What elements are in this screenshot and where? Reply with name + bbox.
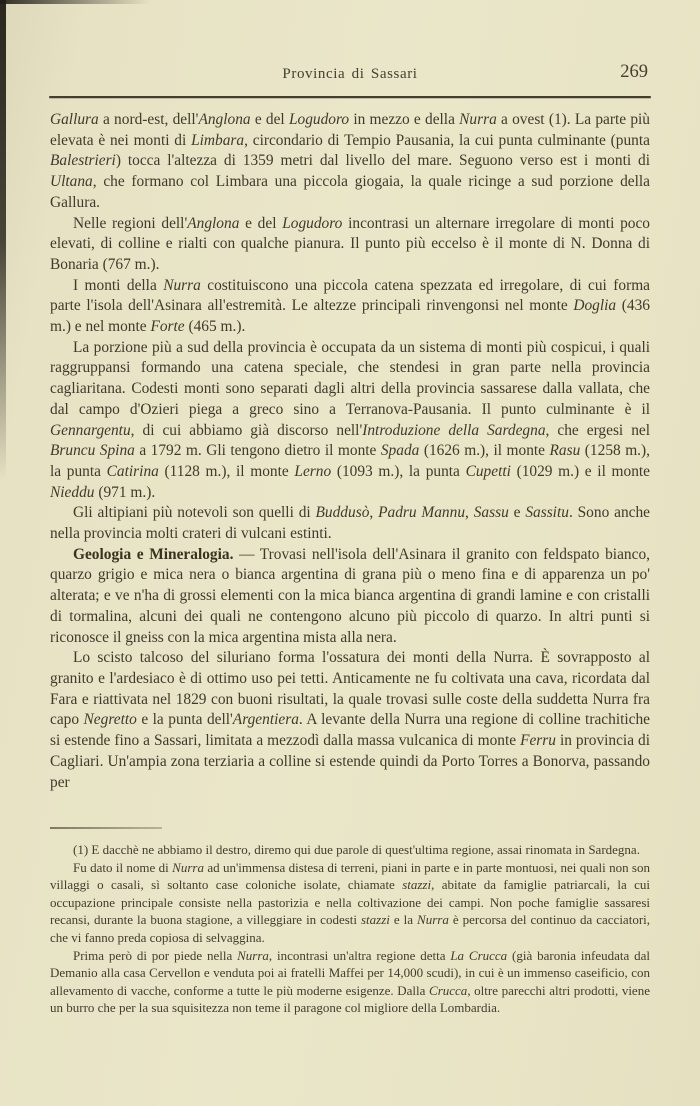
text-segment: (436 m.) e nel monte [50, 297, 651, 336]
italic-text: Introduzione della Sardegna [362, 421, 546, 439]
italic-text: Spada [380, 442, 420, 460]
text-segment: Fu dato il nome di [73, 859, 173, 875]
running-head [50, 62, 650, 90]
text-segment: (465 m.). [184, 318, 246, 336]
paragraph [50, 648, 650, 793]
scan-edge-left [0, 0, 6, 480]
italic-text: Catirina [106, 462, 159, 480]
italic-text: Nurra [172, 859, 204, 875]
italic-text: Bruncu Spina [50, 442, 135, 460]
text-segment: (1029 m.) e il monte [510, 462, 651, 480]
italic-text: Nurra [417, 912, 449, 928]
italic-text: Sassu [473, 504, 509, 522]
italic-text: Anglona [187, 214, 240, 232]
paragraph [50, 214, 650, 276]
text-segment: , [369, 504, 379, 522]
text-segment: incontrasi un alternare irregolare di monti poco elevati, di colline e rialti con qualche pianura. Il punto più eccelso è il monte di N. Donna di Bonaria (767 m.). [50, 214, 650, 273]
text-segment: . A levante della Nurra una regione di colline trachitiche si estende fino a Sassari, limitata a mezzodì dalla massa vulcanica di monte [50, 711, 650, 750]
text-segment: , che ergesi nel [545, 421, 651, 439]
text-segment: I monti della [73, 276, 164, 294]
body-text [50, 110, 650, 793]
text-segment: è percorsa del continuo da cacciatori, che vi fanno preda copiosa di selvaggina. [50, 912, 651, 945]
italic-text: Anglona [198, 111, 251, 128]
paragraph [50, 276, 650, 338]
italic-text: Doglia [573, 297, 617, 315]
text-segment: — Trovasi nell'isola dell'Asinara il granito con feldspato bianco, quarzo grigio e mica nera o bianca argentina di grana più o meno fina e di apparenza un po' alterata; e ve n'ha di grossi elementi con la mica bianca argentina di grandi lamine e con cristalli di tormalina, alcuni dei quali ne contengono alcuno più piccolo di quarzo. In altri punti si riconosce il gneiss con la mica argentina mista alla nera. [50, 545, 650, 646]
text-segment: Nelle regioni dell' [73, 214, 188, 232]
italic-text: Cupetti [465, 462, 511, 480]
paragraph [50, 545, 650, 649]
italic-text: Nurra [459, 111, 497, 128]
text-segment: . Sono anche nella provincia molti crateri di vulcani estinti. [50, 504, 650, 543]
italic-text: Balestrieri [50, 152, 116, 170]
text-segment: e la punta dell' [136, 711, 233, 729]
italic-text: Rasu [549, 442, 581, 460]
text-segment: , incontrasi un'altra regione detta [268, 947, 451, 963]
italic-text: Buddusò [315, 504, 370, 522]
text-segment: a ovest (1). La parte più elevata è nei monti di [50, 111, 650, 149]
page-number: 269 [620, 62, 648, 82]
text-segment: ) tocca l'altezza di 1359 metri dal livello del mare. Seguono verso est i monti di [115, 152, 650, 170]
text-segment: e del [250, 111, 289, 128]
italic-text: Sassitu [525, 504, 569, 522]
italic-text: La Crucca [450, 947, 508, 963]
text-segment: costituiscono una piccola catena spezzata ed irregolare, di cui forma parte l'isola dell'Asinara all'estremità. Le altezze principali rinvengonsi nel monte [50, 276, 650, 315]
text-segment: in provincia di Cagliari. Un'ampia zona terziaria a colline si estende quindi da Porto Torres a Bonorva, passando per [50, 732, 650, 791]
italic-text: stazzi [361, 912, 390, 928]
bold-text: Geologia e Mineralogia. [73, 545, 234, 563]
italic-text: Nurra [237, 947, 269, 963]
italic-text: Ultana [50, 173, 93, 191]
text-segment: e la [389, 912, 418, 928]
text-segment: e [508, 504, 526, 522]
text-segment: (1128 m.), il monte [158, 462, 295, 480]
text-segment: , circondario di Tempio Pausania, la cui punta culminante (punta [244, 131, 650, 149]
italic-text: Negretto [83, 711, 137, 729]
text-segment: La porzione più a sud della provincia è occupata da un sistema di monti più cospicui, i quali raggruppansi formando una catena speciale, che stendesi in gran parte nella provincia cagliaritana. Codesti monti sono separati dagli altri della provincia sassarese dalla vallata, che dal campo d'Ozieri piega a greco sino a Terranova-Pausania. Il punto culminante è il [50, 338, 650, 418]
text-segment: e del [239, 214, 283, 232]
paragraph [50, 110, 650, 214]
italic-text: Padru Mannu [378, 504, 466, 522]
italic-text: Nurra [163, 276, 201, 294]
paragraph [50, 503, 650, 544]
text-segment: in mezzo e della [349, 111, 460, 128]
italic-text: Lerno [294, 462, 332, 480]
italic-text: Logudoro [288, 111, 350, 128]
header-rule [49, 96, 651, 98]
text-segment: , che formano col Limbara una piccola giogaia, la quale ricinge a sud porzione della Gallura. [50, 173, 650, 211]
text-segment: (1258 m.), la punta [50, 442, 650, 480]
text-segment: , di cui abbiamo già discorso nell' [130, 421, 363, 439]
text-segment: ad un'immensa distesa di terreni, piani in parte e in parte montuosi, nei quali non son villaggi o casali, sì soltanto case coloniche isolate, chiamate [50, 859, 650, 893]
text-segment: (già baronia infeudata dal Demanio alla casa Cervellon e venduta poi ai fratelli Maffei per 14,000 scudi), in cui è un immenso caseificio, con allevamento di vacche, conforme a tutte le più moderne esigenze. Dalla [50, 947, 651, 998]
paragraph [50, 859, 650, 947]
text-segment: a 1792 m. Gli tengono dietro il monte [134, 442, 381, 460]
paragraph [50, 841, 650, 859]
paragraph [50, 338, 650, 504]
italic-text: Argentiera [232, 711, 299, 729]
italic-text: Forte [150, 318, 185, 336]
italic-text: Gallura [50, 111, 99, 128]
text-segment: , abitate da famiglie patriarcali, la cui occupazione principale consiste nella pastorizia e nella coltivazione dei campi. Non poche famiglie sassaresi recansi, durante la buona stagione, a villeggiare in codesti [50, 877, 650, 928]
text-segment: Lo scisto talcoso del siluriano forma l'ossatura dei monti della Nurra. È sovrapposto al granito e l'ardesiaco è di ottimo uso pei tetti. Anticamente ne fu coltivata una cava, ricordata dal Fara e riattivata nel 1829 con buoni risultati, la quale trovasi sulle coste della suddetta Nurra fra capo [50, 649, 650, 729]
italic-text: Crucca [429, 982, 468, 998]
text-segment: (1093 m.), la punta [331, 462, 466, 480]
italic-text: Limbara [191, 131, 245, 149]
text-segment: (971 m.). [94, 483, 156, 501]
text-segment: , [465, 504, 474, 522]
text-segment: (1) E dacchè ne abbiamo il destro, diremo qui due parole di quest'ultima regione, assai rinomata in Sardegna. [73, 842, 640, 857]
footnotes [50, 841, 650, 1017]
text-segment: (1626 m.), il monte [419, 442, 550, 460]
italic-text: Gennargentu [50, 421, 131, 439]
italic-text: stazzi [402, 877, 432, 893]
scan-edge-top [0, 0, 150, 4]
paragraph [50, 947, 650, 1017]
italic-text: Logudoro [282, 214, 343, 232]
text-segment: a nord-est, dell' [98, 111, 199, 128]
italic-text: Ferru [520, 732, 556, 750]
text-segment: Gli altipiani più notevoli son quelli di [73, 504, 316, 522]
text-segment: , oltre parecchi altri prodotti, viene un burro che per la sua squisitezza non teme il paragone col migliore della Lombardia. [50, 982, 650, 1016]
footnote-separator [50, 827, 162, 829]
italic-text: Nieddu [50, 483, 95, 501]
text-segment: Prima però di por piede nella [73, 947, 238, 963]
page-title: Provincia di Sassari [282, 66, 418, 82]
